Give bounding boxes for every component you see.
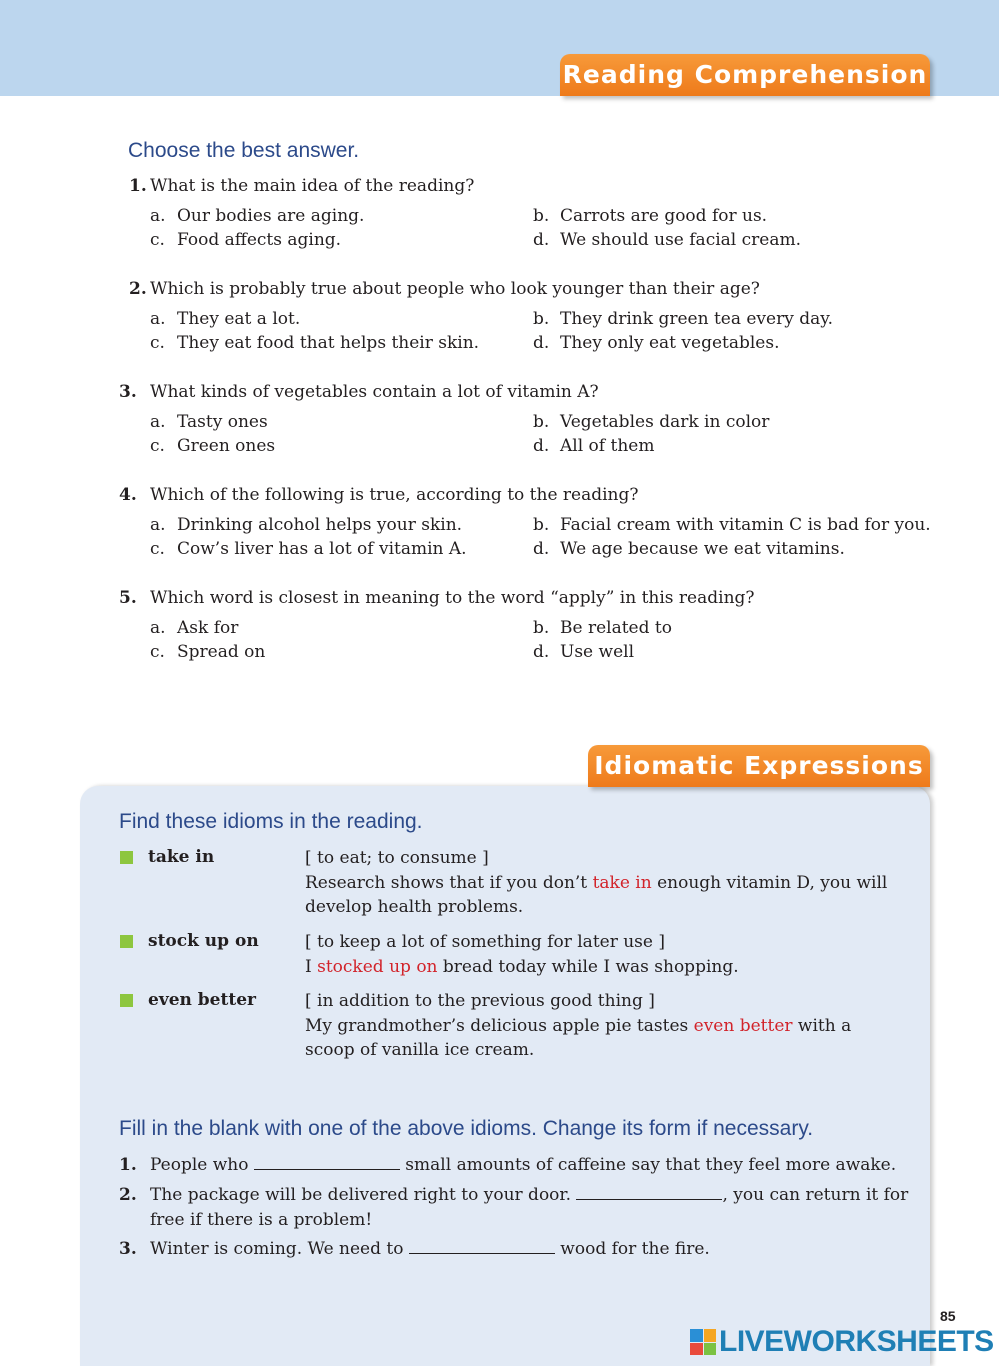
section-tab-reading-comprehension: Reading Comprehension (560, 54, 930, 96)
option-letter: b. (533, 515, 550, 535)
answer-option[interactable] (533, 436, 654, 456)
liveworksheets-logo-icon (690, 1329, 716, 1355)
option-letter: d. (533, 539, 550, 559)
option-letter: b. (533, 206, 550, 226)
option-letter: c. (150, 539, 165, 559)
option-text: Use well (560, 642, 635, 662)
answer-option[interactable] (150, 642, 265, 662)
reading-instruction: Choose the best answer. (128, 139, 360, 162)
idiom-example: I stocked up on bread today while I was shopping. (305, 956, 739, 977)
answer-option[interactable] (533, 309, 833, 329)
answer-option[interactable] (533, 539, 845, 559)
idiom-highlight: stocked up on (317, 956, 438, 977)
question-number: 1. (129, 176, 147, 196)
answer-option[interactable] (150, 206, 364, 226)
option-text: They drink green tea every day. (560, 309, 833, 329)
option-text: Green ones (177, 436, 276, 456)
option-letter: c. (150, 642, 165, 662)
option-letter: a. (150, 309, 166, 329)
option-text: Vegetables dark in color (560, 412, 770, 432)
fill-item-number: 2. (119, 1185, 137, 1205)
answer-option[interactable] (533, 333, 780, 353)
green-square-bullet-icon (120, 935, 133, 948)
option-letter: c. (150, 230, 165, 250)
fill-instruction: Fill in the blank with one of the above idioms. Change its form if necessary. (119, 1117, 814, 1140)
option-letter: c. (150, 333, 165, 353)
option-text: Cow’s liver has a lot of vitamin A. (177, 539, 467, 559)
option-text: Our bodies are aging. (177, 206, 365, 226)
question-number: 2. (129, 279, 147, 299)
option-text: Facial cream with vitamin C is bad for you. (560, 515, 931, 535)
option-text: Carrots are good for us. (560, 206, 768, 226)
option-text: Drinking alcohol helps your skin. (177, 515, 463, 535)
idiom-term: take in (148, 847, 215, 867)
option-text: Tasty ones (177, 412, 268, 432)
fill-item: People who small amounts of caffeine say that they feel more awake. (150, 1155, 897, 1175)
idiom-entry (305, 846, 905, 920)
green-square-bullet-icon (120, 994, 133, 1007)
option-text: We age because we eat vitamins. (560, 539, 845, 559)
answer-option[interactable] (150, 618, 238, 638)
question-text: What is the main idea of the reading? (150, 176, 475, 196)
question-text: What kinds of vegetables contain a lot of vitamin A? (150, 382, 599, 402)
answer-option[interactable] (150, 230, 341, 250)
answer-option[interactable] (150, 412, 268, 432)
answer-option[interactable] (150, 333, 479, 353)
option-letter: d. (533, 333, 550, 353)
option-text: Ask for (177, 618, 239, 638)
option-text: They eat food that helps their skin. (177, 333, 480, 353)
idiom-definition: [ to keep a lot of something for later use ] (305, 932, 666, 952)
option-letter: b. (533, 412, 550, 432)
fill-item: Winter is coming. We need to wood for the fire. (150, 1239, 710, 1259)
answer-option[interactable] (533, 642, 634, 662)
option-letter: d. (533, 642, 550, 662)
question-text: Which of the following is true, according to the reading? (150, 485, 639, 505)
idiom-term: stock up on (148, 931, 259, 951)
question-number: 3. (119, 382, 137, 402)
fill-blank-input[interactable] (576, 1185, 722, 1200)
option-text: Food affects aging. (177, 230, 342, 250)
idiom-example: Research shows that if you don’t take in enough vitamin D, you will develop health problems. (305, 872, 888, 917)
fill-item: The package will be delivered right to your door. , you can return it for free if there is a problem! (150, 1185, 909, 1230)
idiom-entry (305, 989, 905, 1063)
liveworksheets-brand[interactable] (690, 1326, 994, 1358)
question-number: 4. (119, 485, 137, 505)
answer-option[interactable] (150, 436, 275, 456)
idiom-entry (305, 930, 905, 979)
idiom-definition: [ to eat; to consume ] (305, 848, 489, 868)
option-text: They only eat vegetables. (560, 333, 780, 353)
idiom-highlight: take in (592, 872, 652, 893)
fill-blank-input[interactable] (409, 1239, 555, 1254)
option-letter: a. (150, 412, 166, 432)
answer-option[interactable] (150, 539, 467, 559)
option-letter: d. (533, 230, 550, 250)
answer-option[interactable] (533, 412, 769, 432)
option-text: All of them (560, 436, 655, 456)
idiom-example: My grandmother’s delicious apple pie tastes even better with a scoop of vanilla ice cream. (305, 1015, 852, 1060)
question-text: Which is probably true about people who look younger than their age? (150, 279, 760, 299)
answer-option[interactable] (533, 515, 931, 535)
option-letter: b. (533, 309, 550, 329)
answer-option[interactable] (533, 230, 801, 250)
fill-item-number: 1. (119, 1155, 137, 1175)
answer-option[interactable] (150, 309, 300, 329)
brand-text: LIVEWORKSHEETS (719, 1325, 994, 1358)
fill-blank-input[interactable] (254, 1155, 400, 1170)
idiom-term: even better (148, 990, 256, 1010)
section-tab-idiomatic-expressions: Idiomatic Expressions (588, 745, 930, 787)
fill-item-number: 3. (119, 1239, 137, 1259)
option-letter: a. (150, 515, 166, 535)
option-letter: a. (150, 618, 166, 638)
answer-option[interactable] (533, 618, 672, 638)
question-number: 5. (119, 588, 137, 608)
question-text: Which word is closest in meaning to the word “apply” in this reading? (150, 588, 755, 608)
answer-option[interactable] (150, 515, 462, 535)
option-text: Be related to (560, 618, 672, 638)
option-letter: d. (533, 436, 550, 456)
idiom-definition: [ in addition to the previous good thing ] (305, 991, 655, 1011)
option-letter: a. (150, 206, 166, 226)
answer-option[interactable] (533, 206, 767, 226)
idioms-instruction: Find these idioms in the reading. (119, 810, 423, 833)
green-square-bullet-icon (120, 851, 133, 864)
option-text: Spread on (177, 642, 266, 662)
idiom-highlight: even better (693, 1015, 793, 1036)
page-number: 85 (940, 1308, 956, 1324)
option-text: We should use facial cream. (560, 230, 801, 250)
option-letter: c. (150, 436, 165, 456)
option-letter: b. (533, 618, 550, 638)
option-text: They eat a lot. (177, 309, 301, 329)
